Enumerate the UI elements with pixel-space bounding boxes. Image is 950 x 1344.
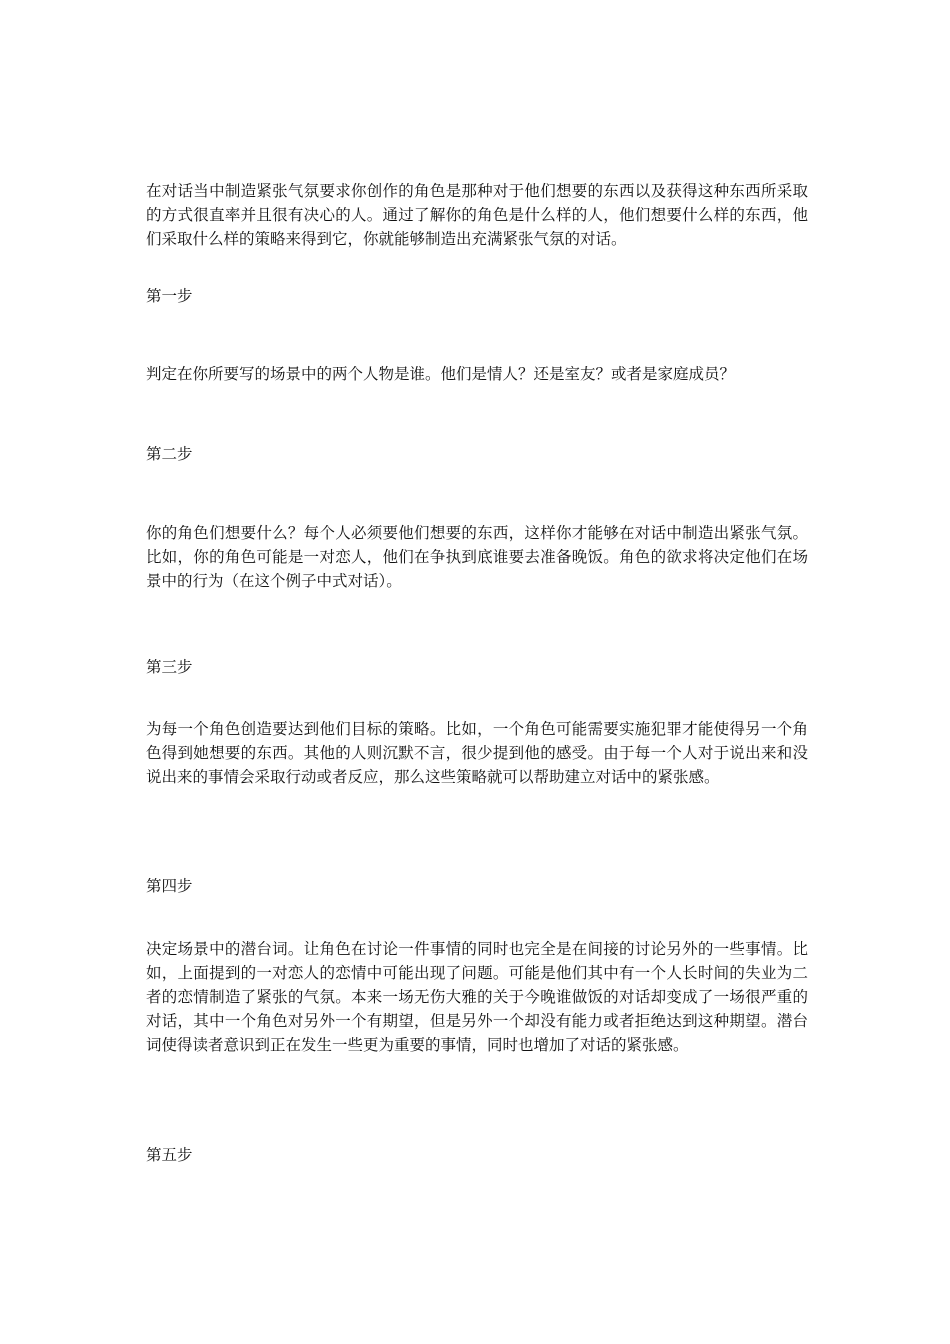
step-3-paragraph: 为每一个角色创造要达到他们目标的策略。比如，一个角色可能需要实施犯罪才能使得另一个角色得到她想要的东西。其他的人则沉默不言，很少提到他的感受。由于每一个人对于说出来和没说出来的事情会采取行动或者反应，那么这些策略就可以帮助建立对话中的紧张感。 [146, 720, 808, 786]
step-4-heading: 第四步 [146, 877, 193, 895]
step-5-heading: 第五步 [146, 1146, 193, 1164]
intro-paragraph: 在对话当中制造紧张气氛要求你创作的角色是那种对于他们想要的东西以及获得这种东西所采取的方式很直率并且很有决心的人。通过了解你的角色是什么样的人，他们想要什么样的东西，他们采取什么样的策略来得到它，你就能够制造出充满紧张气氛的对话。 [146, 182, 808, 248]
step-2-heading: 第二步 [146, 445, 193, 463]
step-1-heading: 第一步 [146, 287, 193, 305]
step-4-paragraph: 决定场景中的潜台词。让角色在讨论一件事情的同时也完全是在间接的讨论另外的一些事情。比如，上面提到的一对恋人的恋情中可能出现了问题。可能是他们其中有一个人长时间的失业为二者的恋情制造了紧张的气氛。本来一场无伤大雅的关于今晚谁做饭的对话却变成了一场很严重的对话，其中一个角色对另外一个有期望，但是另外一个却没有能力或者拒绝达到这种期望。潜台词使得读者意识到正在发生一些更为重要的事情，同时也增加了对话的紧张感。 [146, 940, 808, 1054]
step-1-paragraph: 判定在你所要写的场景中的两个人物是谁。他们是情人？还是室友？或者是家庭成员？ [146, 365, 736, 383]
step-3-heading: 第三步 [146, 658, 193, 676]
step-2-paragraph: 你的角色们想要什么？每个人必须要他们想要的东西，这样你才能够在对话中制造出紧张气氛。比如，你的角色可能是一对恋人，他们在争执到底谁要去准备晚饭。角色的欲求将决定他们在场景中的行为（在这个例子中式对话）。 [146, 524, 808, 590]
